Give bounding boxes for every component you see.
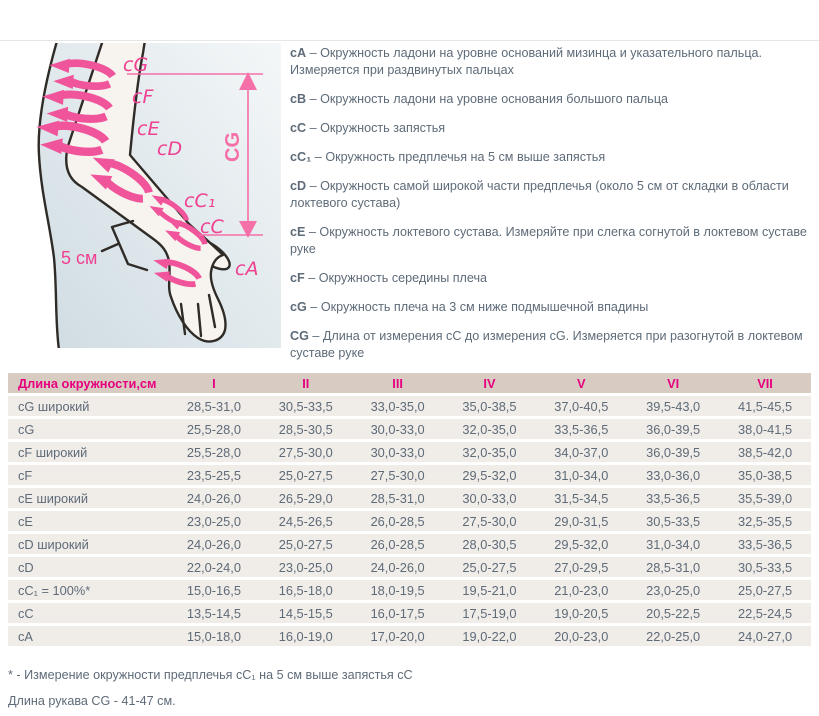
measurement-descriptions (290, 45, 814, 374)
range-cell: 34,0-37,0 (535, 442, 627, 462)
measurement-term: CG (290, 329, 309, 343)
range-cell: 19,5-21,0 (444, 580, 536, 600)
measurement-description: cE – Окружность локтевого сустава. Измеряйте при слегка согнутой в локтевом суставе руке (290, 225, 807, 256)
range-cell: 33,5-36,5 (719, 534, 811, 554)
range-cell: 36,0-39,5 (627, 419, 719, 439)
range-cell: 26,5-29,0 (260, 488, 352, 508)
measurement-description: cC₁ – Окружность предплечья на 5 см выше запястья (290, 150, 606, 164)
sleeve-length-note: Длина рукава CG - 41-47 см. (8, 694, 176, 708)
range-cell: 27,5-30,0 (444, 511, 536, 531)
table-header-size-V: V (535, 373, 627, 393)
label-cc1: cC₁ (184, 190, 216, 212)
range-cell: 30,5-33,5 (627, 511, 719, 531)
range-cell: 21,0-23,0 (535, 580, 627, 600)
range-cell: 33,5-36,5 (627, 488, 719, 508)
range-cell: 23,0-25,0 (627, 580, 719, 600)
range-cell: 22,5-24,5 (719, 603, 811, 623)
range-cell: 25,0-27,5 (444, 557, 536, 577)
row-label: cD (8, 557, 168, 577)
table-row (8, 396, 811, 416)
range-cell: 29,5-32,0 (535, 534, 627, 554)
range-cell: 38,5-42,0 (719, 442, 811, 462)
range-cell: 25,5-28,0 (168, 442, 260, 462)
range-cell: 35,0-38,5 (444, 396, 536, 416)
range-cell: 22,0-25,0 (627, 626, 719, 646)
table-row (8, 603, 811, 623)
measurement-description: cA – Окружность ладони на уровне оснований мизинца и указательного пальца. Измеряется при раздвинутых пальцах (290, 46, 763, 77)
table-row (8, 419, 811, 439)
row-label: cE широкий (8, 488, 168, 508)
range-cell: 20,5-22,5 (627, 603, 719, 623)
row-label: cG широкий (8, 396, 168, 416)
range-cell: 25,5-28,0 (168, 419, 260, 439)
range-cell: 24,5-26,5 (260, 511, 352, 531)
range-cell: 27,5-30,0 (260, 442, 352, 462)
range-cell: 25,0-27,5 (260, 534, 352, 554)
range-cell: 32,0-35,0 (444, 442, 536, 462)
range-cell: 33,0-35,0 (352, 396, 444, 416)
label-cg: cG (123, 54, 149, 76)
row-label: cA (8, 626, 168, 646)
range-cell: 35,0-38,5 (719, 465, 811, 485)
range-cell: 24,0-27,0 (719, 626, 811, 646)
range-cell: 28,5-30,5 (260, 419, 352, 439)
measurement-description: cD – Окружность самой широкой части предплечья (около 5 см от складки в области локтевого сустава) (290, 179, 789, 210)
measurement-term: cC₁ (290, 150, 312, 164)
row-label: cF (8, 465, 168, 485)
size-table-body (8, 373, 811, 646)
range-cell: 30,5-33,5 (260, 396, 352, 416)
range-cell: 29,0-31,5 (535, 511, 627, 531)
range-cell: 31,5-34,5 (535, 488, 627, 508)
range-cell: 27,0-29,5 (535, 557, 627, 577)
range-cell: 18,0-19,5 (352, 580, 444, 600)
range-cell: 30,0-33,0 (352, 442, 444, 462)
range-cell: 39,5-43,0 (627, 396, 719, 416)
row-label: cF широкий (8, 442, 168, 462)
size-table-header-row (8, 373, 811, 393)
range-cell: 29,5-32,0 (444, 465, 536, 485)
label-cd: cD (157, 138, 183, 160)
range-cell: 17,0-20,0 (352, 626, 444, 646)
range-cell: 30,5-33,5 (719, 557, 811, 577)
row-label: cG (8, 419, 168, 439)
table-header-size-VII: VII (719, 373, 811, 393)
measurement-term: cC (290, 121, 307, 135)
table-row (8, 465, 811, 485)
range-cell: 30,0-33,0 (444, 488, 536, 508)
row-label: cD широкий (8, 534, 168, 554)
table-header-size-III: III (352, 373, 444, 393)
label-ca: cA (235, 258, 259, 280)
range-cell: 37,0-40,5 (535, 396, 627, 416)
cg-length-label: CG (222, 132, 244, 162)
range-cell: 22,0-24,0 (168, 557, 260, 577)
range-cell: 24,0-26,0 (168, 488, 260, 508)
range-cell: 16,0-17,5 (352, 603, 444, 623)
range-cell: 16,5-18,0 (260, 580, 352, 600)
row-label: cC (8, 603, 168, 623)
measurement-description: CG – Длина от измерения cC до измерения cG. Измеряется при разогнутой в локтевом суставе руке (290, 329, 803, 360)
five-cm-label: 5 см (61, 248, 98, 268)
range-cell: 15,0-16,5 (168, 580, 260, 600)
range-cell: 35,5-39,0 (719, 488, 811, 508)
range-cell: 28,5-31,0 (627, 557, 719, 577)
range-cell: 33,5-36,5 (535, 419, 627, 439)
range-cell: 15,0-18,0 (168, 626, 260, 646)
table-row (8, 626, 811, 646)
range-cell: 24,0-26,0 (168, 534, 260, 554)
arm-measurement-diagram (17, 43, 281, 348)
measurement-term: cF (290, 271, 305, 285)
range-cell: 32,5-35,5 (719, 511, 811, 531)
range-cell: 26,0-28,5 (352, 511, 444, 531)
range-cell: 27,5-30,0 (352, 465, 444, 485)
range-cell: 23,0-25,0 (260, 557, 352, 577)
range-cell: 14,5-15,5 (260, 603, 352, 623)
range-cell: 23,0-25,0 (168, 511, 260, 531)
range-cell: 30,0-33,0 (352, 419, 444, 439)
label-ce: cE (137, 118, 160, 140)
table-header-size-II: II (260, 373, 352, 393)
measurement-term: cD (290, 179, 307, 193)
table-row (8, 557, 811, 577)
measurement-description: cF – Окружность середины плеча (290, 271, 488, 285)
range-cell: 24,0-26,0 (352, 557, 444, 577)
range-cell: 28,5-31,0 (168, 396, 260, 416)
range-cell: 33,0-36,0 (627, 465, 719, 485)
table-row (8, 511, 811, 531)
size-table-wrap (8, 370, 811, 649)
measurement-term: cG (290, 300, 307, 314)
range-cell: 31,0-34,0 (535, 465, 627, 485)
asterisk-footnote: * - Измерение окружности предплечья cC₁ на 5 см выше запястья cC (8, 668, 413, 682)
measurement-term: cE (290, 225, 306, 239)
label-cc: cC (200, 216, 224, 238)
measurement-description: cC – Окружность запястья (290, 121, 446, 135)
range-cell: 32,0-35,0 (444, 419, 536, 439)
measurement-term: cA (290, 46, 307, 60)
range-cell: 17,5-19,0 (444, 603, 536, 623)
measurement-description: cG – Окружность плеча на 3 см ниже подмышечной впадины (290, 300, 649, 314)
row-label: cC₁ = 100%* (8, 580, 168, 600)
range-cell: 28,5-31,0 (352, 488, 444, 508)
table-row (8, 442, 811, 462)
range-cell: 41,5-45,5 (719, 396, 811, 416)
range-cell: 16,0-19,0 (260, 626, 352, 646)
table-row (8, 580, 811, 600)
size-table (8, 370, 811, 649)
range-cell: 26,0-28,5 (352, 534, 444, 554)
label-cf: cF (132, 86, 154, 108)
range-cell: 19,0-20,5 (535, 603, 627, 623)
range-cell: 28,0-30,5 (444, 534, 536, 554)
table-row (8, 488, 811, 508)
range-cell: 20,0-23,0 (535, 626, 627, 646)
range-cell: 13,5-14,5 (168, 603, 260, 623)
range-cell: 36,0-39,5 (627, 442, 719, 462)
range-cell: 19,0-22,0 (444, 626, 536, 646)
range-cell: 38,0-41,5 (719, 419, 811, 439)
measurement-term: cB (290, 92, 307, 106)
table-row (8, 534, 811, 554)
row-label: cE (8, 511, 168, 531)
range-cell: 23,5-25,5 (168, 465, 260, 485)
table-header-label: Длина окружности,см (8, 373, 168, 393)
top-divider (0, 40, 819, 41)
range-cell: 31,0-34,0 (627, 534, 719, 554)
table-header-size-VI: VI (627, 373, 719, 393)
table-header-size-IV: IV (444, 373, 536, 393)
measurement-description: cB – Окружность ладони на уровне основания большого пальца (290, 92, 669, 106)
range-cell: 25,0-27,5 (719, 580, 811, 600)
table-header-size-I: I (168, 373, 260, 393)
range-cell: 25,0-27,5 (260, 465, 352, 485)
